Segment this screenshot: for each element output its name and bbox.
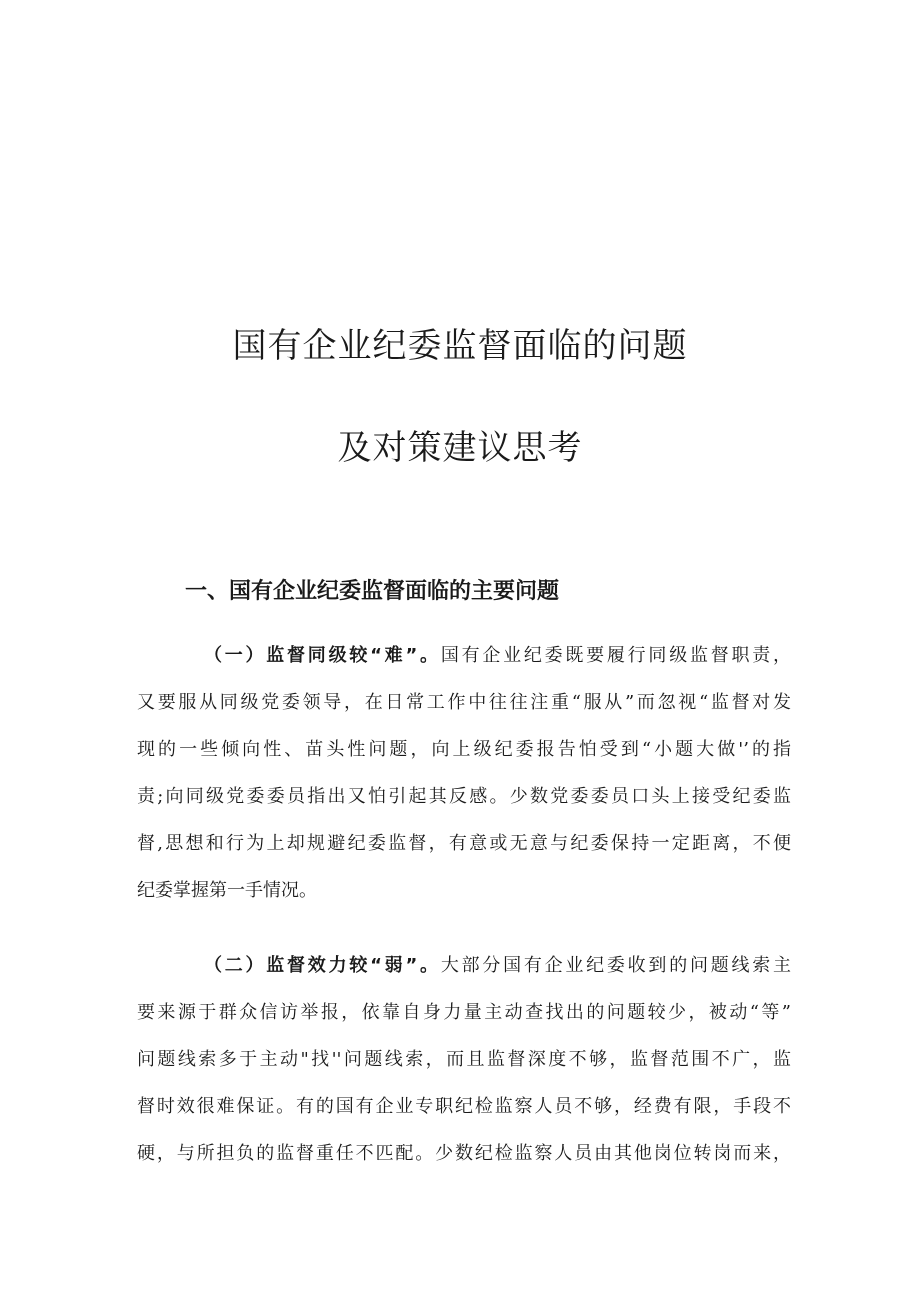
paragraph-1-line-3: 现的一些倾向性、苗头性问题，向上级纪委报告怕受到“小题大做'’的指 [137, 739, 791, 760]
paragraph-2-line-4: 督时效很难保证。有的国有企业专职纪检监察人员不够，经费有限，手段不 [137, 1096, 791, 1117]
paragraph-2-lead: （二）监督效力较“弱”。 [204, 955, 441, 976]
document-title-line-1: 国有企业纪委监督面临的问题 [232, 326, 688, 366]
paragraph-1-line-6: 纪委掌握第一手情况。 [137, 880, 317, 901]
paragraph-1-line-1 [204, 645, 791, 667]
paragraph-2-line-3: 问题线索多于主动"找''问题线索，而且监督深度不够，监督范围不广，监 [137, 1049, 791, 1070]
paragraph-2-line-2: 要来源于群众信访举报，依靠自身力量主动查找出的问题较少，被动“等” [137, 1002, 791, 1023]
paragraph-2-line-1 [204, 955, 791, 977]
paragraph-1-line-4: 责;向同级党委委员指出又怕引起其反感。少数党委委员口头上接受纪委监 [137, 786, 791, 807]
paragraph-1-lead: （一）监督同级较“难”。 [204, 645, 441, 666]
document-title-line-2: 及对策建议思考 [337, 428, 583, 468]
paragraph-1-text: 国有企业纪委既要履行同级监督职责， [440, 645, 791, 666]
paragraph-1-line-2: 又要服从同级党委领导，在日常工作中往往注重“服从”而忽视“监督对发 [137, 692, 791, 713]
section-heading: 一、国有企业纪委监督面临的主要问题 [185, 579, 560, 604]
paragraph-2-text: 大部分国有企业纪委收到的问题线索主 [440, 955, 791, 976]
paragraph-1-line-5: 督,思想和行为上却规避纪委监督，有意或无意与纪委保持一定距离，不便 [137, 833, 791, 854]
paragraph-2-line-5: 硬，与所担负的监督重任不匹配。少数纪检监察人员由其他岗位转岗而来， [137, 1143, 791, 1164]
